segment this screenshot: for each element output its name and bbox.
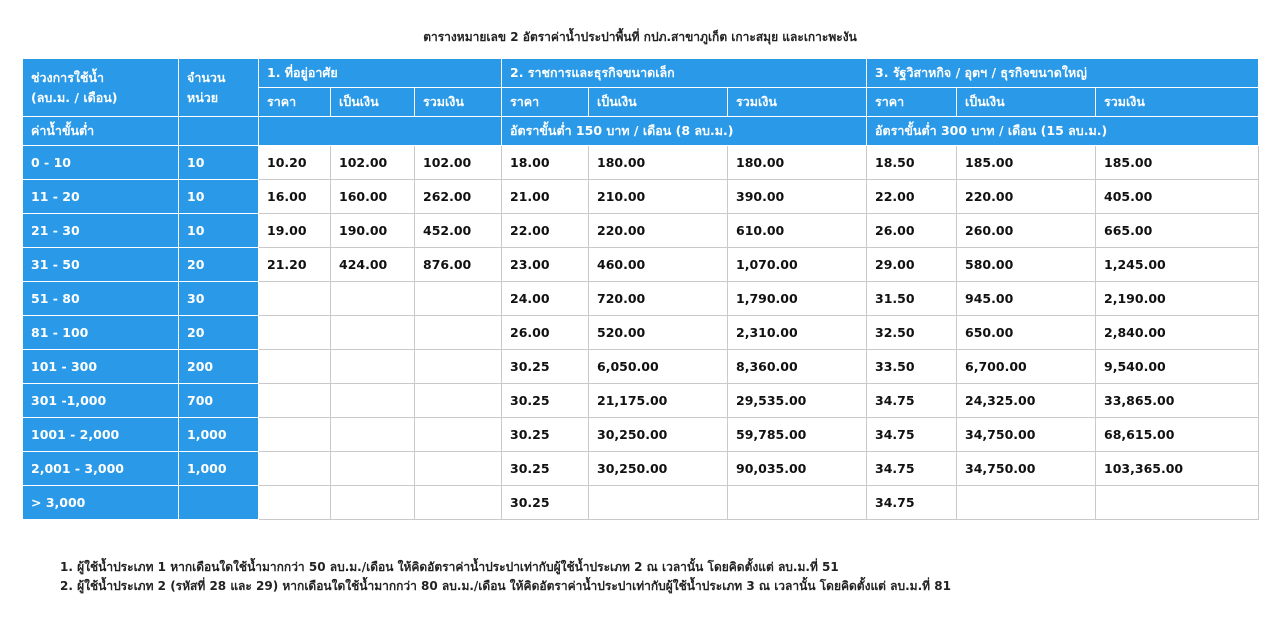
price-cell: 34.75 [867, 452, 957, 486]
amount-cell: 180.00 [589, 146, 728, 180]
price-cell: 22.00 [502, 214, 589, 248]
amount-cell: 30,250.00 [589, 418, 728, 452]
amount-cell: 30,250.00 [589, 452, 728, 486]
price-cell [259, 350, 331, 384]
units-header [179, 59, 259, 117]
group-residential-header: 1. ที่อยู่อาศัย [259, 59, 502, 88]
total-header: รวมเงิน [1096, 88, 1259, 117]
total-cell: 1,245.00 [1096, 248, 1259, 282]
water-rate-table [22, 58, 1259, 520]
amount-header: เป็นเงิน [589, 88, 728, 117]
usage-range-cell: 21 - 30 [23, 214, 179, 248]
total-cell: 390.00 [728, 180, 867, 214]
amount-cell: 24,325.00 [957, 384, 1096, 418]
table-row [23, 418, 1259, 452]
range-header [23, 59, 179, 117]
usage-range-cell: 51 - 80 [23, 282, 179, 316]
price-cell: 22.00 [867, 180, 957, 214]
usage-range-cell: 2,001 - 3,000 [23, 452, 179, 486]
units-cell: 10 [179, 214, 259, 248]
table-row [23, 316, 1259, 350]
price-cell: 34.75 [867, 418, 957, 452]
table-row [23, 384, 1259, 418]
amount-cell: 424.00 [331, 248, 415, 282]
usage-range-cell: 31 - 50 [23, 248, 179, 282]
amount-cell: 185.00 [957, 146, 1096, 180]
amount-cell [331, 486, 415, 520]
units-cell: 700 [179, 384, 259, 418]
total-cell: 2,310.00 [728, 316, 867, 350]
total-cell [415, 350, 502, 384]
price-cell: 32.50 [867, 316, 957, 350]
total-cell: 1,070.00 [728, 248, 867, 282]
min-charge-government: อัตราขั้นต่ำ 150 บาท / เดือน (8 ลบ.ม.) [502, 117, 867, 146]
total-cell: 262.00 [415, 180, 502, 214]
price-cell: 30.25 [502, 350, 589, 384]
price-cell [259, 452, 331, 486]
footnote: 2. ผู้ใช้น้ำประเภท 2 (รหัสที่ 28 และ 29) หากเดือนใดใช้น้ำมากกว่า 80 ลบ.ม./เดือน ให้คิดอัตราค่าน้ำประปาเท่ากับผู้ใช้น้ำประเภท 3 ณ เวลานั้น โดยคิดตั้งแต่ ลบ.ม.ที่ 81 [60, 579, 951, 593]
total-cell: 180.00 [728, 146, 867, 180]
total-cell: 103,365.00 [1096, 452, 1259, 486]
amount-cell: 650.00 [957, 316, 1096, 350]
price-cell: 34.75 [867, 486, 957, 520]
price-cell: 33.50 [867, 350, 957, 384]
table-row [23, 248, 1259, 282]
units-cell [179, 486, 259, 520]
units-header-line1: จำนวน [187, 69, 226, 85]
price-cell: 19.00 [259, 214, 331, 248]
table-row [23, 452, 1259, 486]
amount-cell [957, 486, 1096, 520]
range-header-line2: (ลบ.ม. / เดือน) [31, 89, 118, 105]
total-cell: 452.00 [415, 214, 502, 248]
total-cell: 68,615.00 [1096, 418, 1259, 452]
amount-cell: 260.00 [957, 214, 1096, 248]
amount-cell: 190.00 [331, 214, 415, 248]
usage-range-cell: 81 - 100 [23, 316, 179, 350]
price-cell: 30.25 [502, 384, 589, 418]
price-cell [259, 316, 331, 350]
total-cell [415, 418, 502, 452]
amount-cell [331, 452, 415, 486]
total-cell [415, 282, 502, 316]
price-cell: 18.00 [502, 146, 589, 180]
group-enterprise-header: 3. รัฐวิสาหกิจ / อุตฯ / ธุรกิจขนาดใหญ่ [867, 59, 1259, 88]
price-cell: 21.20 [259, 248, 331, 282]
price-cell: 18.50 [867, 146, 957, 180]
price-cell: 26.00 [867, 214, 957, 248]
footnotes [60, 558, 951, 596]
price-cell: 29.00 [867, 248, 957, 282]
price-cell [259, 418, 331, 452]
table-row [23, 486, 1259, 520]
table-title: ตารางหมายเลข 2 อัตราค่าน้ำประปาพื้นที่ กปภ.สาขาภูเก็ต เกาะสมุย และเกาะพะงัน [423, 30, 857, 44]
table-row [23, 214, 1259, 248]
total-cell [728, 486, 867, 520]
total-cell: 33,865.00 [1096, 384, 1259, 418]
footnote: 1. ผู้ใช้น้ำประเภท 1 หากเดือนใดใช้น้ำมากกว่า 50 ลบ.ม./เดือน ให้คิดอัตราค่าน้ำประปาเท่ากับผู้ใช้น้ำประเภท 2 ณ เวลานั้น โดยคิดตั้งแต่ ลบ.ม.ที่ 51 [60, 560, 839, 574]
price-cell: 31.50 [867, 282, 957, 316]
table-row [23, 146, 1259, 180]
amount-cell: 6,050.00 [589, 350, 728, 384]
usage-range-cell: 1001 - 2,000 [23, 418, 179, 452]
units-cell: 10 [179, 146, 259, 180]
price-cell: 30.25 [502, 418, 589, 452]
min-charge-label: ค่าน้ำขั้นต่ำ [23, 117, 179, 146]
price-cell: 30.25 [502, 452, 589, 486]
units-cell: 20 [179, 248, 259, 282]
total-cell: 610.00 [728, 214, 867, 248]
total-cell [415, 486, 502, 520]
amount-header: เป็นเงิน [331, 88, 415, 117]
usage-range-cell: 11 - 20 [23, 180, 179, 214]
total-cell: 2,840.00 [1096, 316, 1259, 350]
amount-cell: 34,750.00 [957, 452, 1096, 486]
price-cell: 16.00 [259, 180, 331, 214]
total-cell [1096, 486, 1259, 520]
total-cell: 405.00 [1096, 180, 1259, 214]
total-cell: 9,540.00 [1096, 350, 1259, 384]
amount-cell: 102.00 [331, 146, 415, 180]
min-charge-residential [259, 117, 502, 146]
table-row [23, 350, 1259, 384]
amount-cell [331, 384, 415, 418]
total-cell: 102.00 [415, 146, 502, 180]
group-government-header: 2. ราชการและธุรกิจขนาดเล็ก [502, 59, 867, 88]
min-charge-units [179, 117, 259, 146]
rate-rows [23, 146, 1259, 520]
amount-cell: 160.00 [331, 180, 415, 214]
price-cell [259, 486, 331, 520]
total-cell: 876.00 [415, 248, 502, 282]
table-row [23, 180, 1259, 214]
amount-cell: 220.00 [589, 214, 728, 248]
min-charge-enterprise: อัตราขั้นต่ำ 300 บาท / เดือน (15 ลบ.ม.) [867, 117, 1259, 146]
amount-cell: 945.00 [957, 282, 1096, 316]
price-cell: 23.00 [502, 248, 589, 282]
amount-cell [331, 282, 415, 316]
range-header-line1: ช่วงการใช้น้ำ [31, 69, 105, 85]
units-cell: 20 [179, 316, 259, 350]
amount-header: เป็นเงิน [957, 88, 1096, 117]
amount-cell [331, 316, 415, 350]
usage-range-cell: 301 -1,000 [23, 384, 179, 418]
total-cell: 665.00 [1096, 214, 1259, 248]
amount-cell: 6,700.00 [957, 350, 1096, 384]
price-header: ราคา [867, 88, 957, 117]
units-cell: 10 [179, 180, 259, 214]
price-cell: 30.25 [502, 486, 589, 520]
amount-cell: 720.00 [589, 282, 728, 316]
amount-cell [331, 418, 415, 452]
price-cell: 26.00 [502, 316, 589, 350]
amount-cell: 460.00 [589, 248, 728, 282]
price-header: ราคา [259, 88, 331, 117]
amount-cell: 220.00 [957, 180, 1096, 214]
total-cell: 1,790.00 [728, 282, 867, 316]
usage-range-cell: 101 - 300 [23, 350, 179, 384]
price-cell: 24.00 [502, 282, 589, 316]
price-cell: 10.20 [259, 146, 331, 180]
units-cell: 1,000 [179, 452, 259, 486]
amount-cell: 21,175.00 [589, 384, 728, 418]
price-cell [259, 384, 331, 418]
total-cell: 2,190.00 [1096, 282, 1259, 316]
units-header-line2: หน่วย [187, 89, 219, 105]
price-cell: 34.75 [867, 384, 957, 418]
total-header: รวมเงิน [415, 88, 502, 117]
amount-cell: 34,750.00 [957, 418, 1096, 452]
price-cell: 21.00 [502, 180, 589, 214]
total-cell: 185.00 [1096, 146, 1259, 180]
usage-range-cell: 0 - 10 [23, 146, 179, 180]
units-cell: 30 [179, 282, 259, 316]
total-cell: 29,535.00 [728, 384, 867, 418]
price-header: ราคา [502, 88, 589, 117]
amount-cell [331, 350, 415, 384]
amount-cell: 520.00 [589, 316, 728, 350]
total-header: รวมเงิน [728, 88, 867, 117]
amount-cell: 210.00 [589, 180, 728, 214]
amount-cell [589, 486, 728, 520]
usage-range-cell: > 3,000 [23, 486, 179, 520]
units-cell: 200 [179, 350, 259, 384]
total-cell [415, 316, 502, 350]
total-cell: 59,785.00 [728, 418, 867, 452]
amount-cell: 580.00 [957, 248, 1096, 282]
total-cell [415, 452, 502, 486]
price-cell [259, 282, 331, 316]
units-cell: 1,000 [179, 418, 259, 452]
total-cell: 8,360.00 [728, 350, 867, 384]
total-cell [415, 384, 502, 418]
table-row [23, 282, 1259, 316]
total-cell: 90,035.00 [728, 452, 867, 486]
